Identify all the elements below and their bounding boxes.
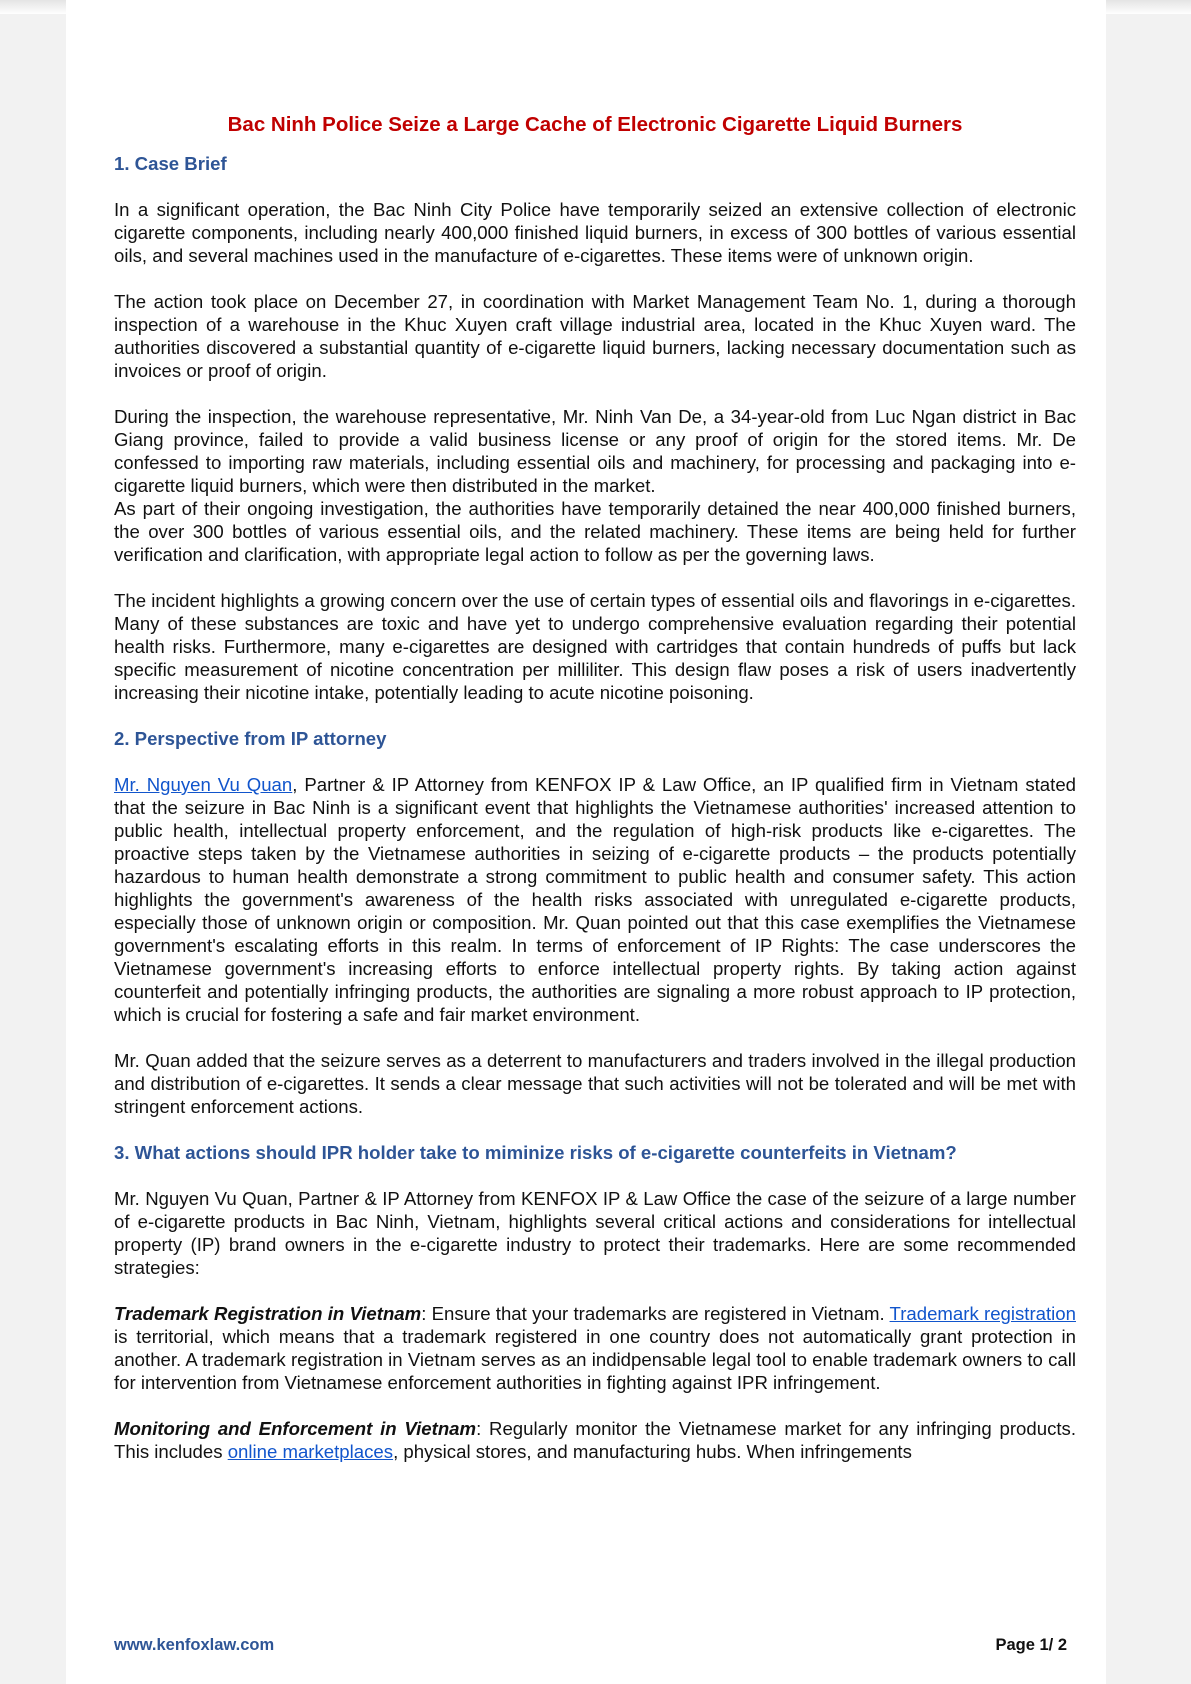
paragraph-case-brief-5: The incident highlights a growing concern over the use of certain types of essential oils and flavorings in e-cigarettes. Many of these substances are toxic and have yet to undergo comprehensive evaluation regarding their potential health risks. Furthermore, many e-cigarettes are designed with cartridges that contain hundreds of puffs but lack specific measurement of nicotine concentration per milliliter. This design flaw poses a risk of users inadvertently increasing their nicotine intake, potentially leading to acute nicotine poisoning. bbox=[114, 590, 1076, 703]
section-heading-perspective: 2. Perspective from IP attorney bbox=[114, 728, 387, 749]
section-heading-case-brief: 1. Case Brief bbox=[114, 153, 227, 174]
paragraph-case-brief-3: During the inspection, the warehouse representative, Mr. Ninh Van De, a 34-year-old from Luc Ngan district in Bac Giang province, failed to provide a valid business license or any proof of origin for the stored items. Mr. De confessed to importing raw materials, including essential oils and machinery, for processing and packaging into e-cigarette liquid burners, which were then distributed in the market. bbox=[114, 406, 1076, 496]
paragraph-case-brief-2: The action took place on December 27, in coordination with Market Management Team No. 1, during a thorough inspection of a warehouse in the Khuc Xuyen craft village industrial area, located in the Khuc Xuyen ward. The authorities discovered a substantial quantity of e-cigarette liquid burners, lacking necessary documentation such as invoices or proof of origin. bbox=[114, 291, 1076, 381]
paragraph-text: , Partner & IP Attorney from KENFOX IP & Law Office, an IP qualified firm in Vietnam stated that the seizure in Bac Ninh is a significant event that highlights the Vietnamese authorities' increased attention to public health, intellectual property enforcement, and the regulation of high-risk products like e-cigarettes. The proactive steps taken by the Vietnamese authorities in seizing of e-cigarette products – the products potentially hazardous to human health demonstrate a strong commitment to public health and consumer safety. This action highlights the government's awareness of the health risks associated with unregulated e-cigarette products, especially those of unknown origin or composition. Mr. Quan pointed out that this case exemplifies the Vietnamese government's escalating efforts in this realm. In terms of enforcement of IP Rights: The case underscores the Vietnamese government's increasing efforts to enforce intellectual property rights. By taking action against counterfeit and potentially infringing products, the authorities are signaling a more robust approach to IP protection, which is crucial for fostering a safe and fair market environment. bbox=[114, 774, 1076, 1025]
paragraph-text: is territorial, which means that a trademark registered in one country does not automatically grant protection in another. A trademark registration in Vietnam serves as an indidpensable legal tool to enable trademark owners to call for intervention from Vietnamese enforcement authorities in fighting against IPR infringement. bbox=[114, 1326, 1076, 1393]
section-heading-actions: 3. What actions should IPR holder take to miminize risks of e-cigarette counterfeits in Vietnam? bbox=[114, 1142, 957, 1163]
lead-phrase: Monitoring and Enforcement in Vietnam bbox=[114, 1418, 477, 1439]
paragraph-text: : Ensure that your trademarks are registered in Vietnam. bbox=[421, 1303, 890, 1324]
document-page bbox=[66, 0, 1106, 1684]
paragraph-case-brief-1: In a significant operation, the Bac Ninh City Police have temporarily seized an extensive collection of electronic cigarette components, including nearly 400,000 finished liquid burners, in excess of 300 bottles of various essential oils, and several machines used in the manufacture of e-cigarettes. These items were of unknown origin. bbox=[114, 199, 1076, 266]
online-marketplaces-link[interactable]: online marketplaces bbox=[227, 1441, 394, 1462]
trademark-registration-link[interactable]: Trademark registration bbox=[889, 1303, 1076, 1324]
paragraph-perspective-2: Mr. Quan added that the seizure serves as a deterrent to manufacturers and traders involved in the illegal production and distribution of e-cigarettes. It sends a clear message that such activities will not be tolerated and will be met with stringent enforcement actions. bbox=[114, 1050, 1076, 1117]
paragraph-monitoring bbox=[114, 1417, 1076, 1463]
paragraph-case-brief-4: As part of their ongoing investigation, the authorities have temporarily detained the near 400,000 finished burners, the over 300 bottles of various essential oils, and the related machinery. These items are being held for further verification and clarification, with appropriate legal action to follow as per the governing laws. bbox=[114, 498, 1076, 565]
footer-website: www.kenfoxlaw.com bbox=[114, 1636, 275, 1654]
document-title: Bac Ninh Police Seize a Large Cache of Electronic Cigarette Liquid Burners bbox=[227, 113, 963, 136]
paragraph-text: , physical stores, and manufacturing hubs. When infringements bbox=[393, 1441, 912, 1462]
attorney-name-link[interactable]: Mr. Nguyen Vu Quan bbox=[114, 774, 293, 795]
paragraph-actions-intro: Mr. Nguyen Vu Quan, Partner & IP Attorney from KENFOX IP & Law Office the case of the seizure of a large number of e-cigarette products in Bac Ninh, Vietnam, highlights several critical actions and considerations for intellectual property (IP) brand owners in the e-cigarette industry to protect their trademarks. Here are some recommended strategies: bbox=[114, 1188, 1076, 1278]
paragraph-text: : Regularly monitor the Vietnamese market for any infringing products. This includes bbox=[114, 1418, 1076, 1462]
lead-phrase: Trademark Registration in Vietnam bbox=[114, 1303, 422, 1324]
paragraph-trademark-registration bbox=[114, 1302, 1076, 1394]
page-content bbox=[114, 112, 1076, 1486]
footer-page-number: Page 1/ 2 bbox=[995, 1636, 1067, 1654]
paragraph-perspective-1 bbox=[114, 773, 1076, 1026]
